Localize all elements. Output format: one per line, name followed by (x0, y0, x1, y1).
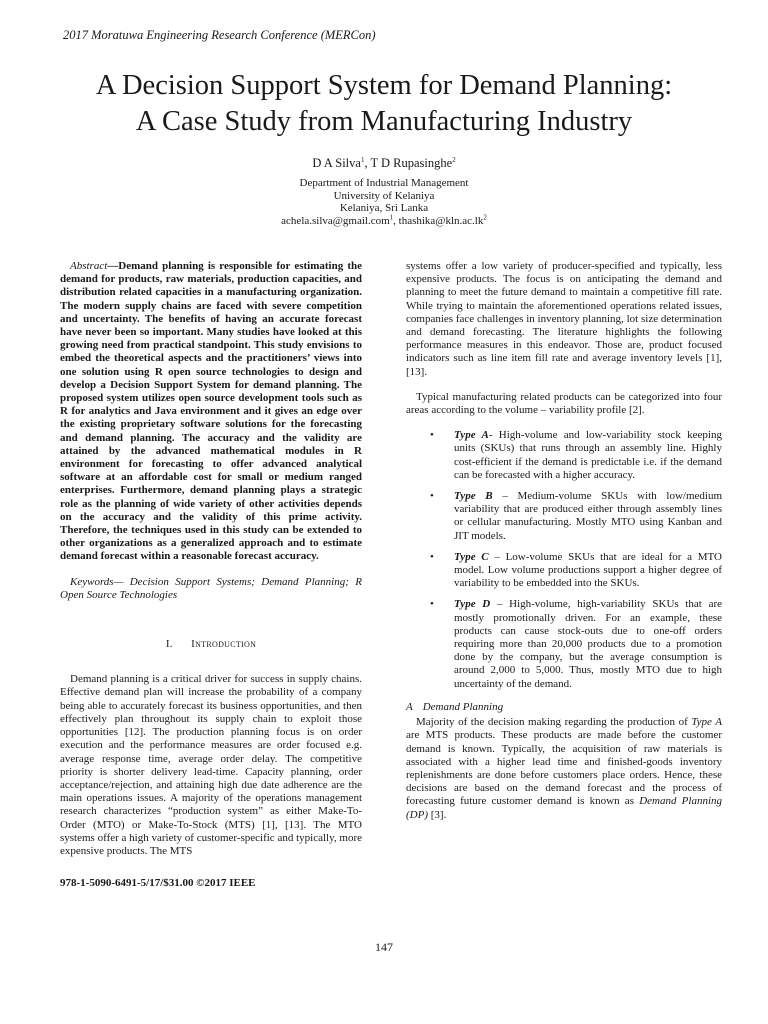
subsection-letter: A (406, 700, 413, 713)
type-text: – Medium-volume SKUs with low/medium variability that are produced either through assembly lines or cellular manufacturing. Mostly MTO using Kanban and JIT models. (454, 490, 722, 542)
author-1: D A Silva (312, 156, 361, 170)
bullet-icon: • (430, 429, 434, 442)
affiliation-dept: Department of Industrial Management (299, 177, 469, 189)
affiliation-city: Kelaniya, Sri Lanka (339, 202, 429, 214)
type-text: – Low-volume SKUs that are ideal for a MTO model. Low volume productions support a higher degree of variability to be embedded into the SKUs. (454, 550, 722, 590)
abstract-label: Abstract (70, 260, 108, 272)
p3-part-a: Majority of the decision making regarding the production of (416, 716, 692, 729)
keywords (60, 576, 362, 602)
list-item-type-d (406, 598, 722, 690)
p3-part-c: [3]. (428, 808, 447, 821)
right-paragraph-2: Typical manufacturing related products can be categorized into four areas according to the volume – variability profile [2]. (406, 390, 722, 417)
section-title: Introduction (191, 638, 257, 651)
conference-header: 2017 Moratuwa Engineering Research Conference (MERCon) (63, 28, 376, 42)
authors (0, 156, 768, 171)
keywords-text: Decision Support Systems; Demand Planning; R Open Source Technologies (60, 575, 362, 601)
right-paragraph-1: systems offer a low variety of producer-specified and typically, less expensive products. The focus is on anticipating the demand and planning to meet the future demand to maintain a competitive fill rate. While trying to maintain the aforementioned operations related issues, companies face challenges in inventory planning, lot size determination and demand forecasting. The literature highlights the following performance measures in this endeavor. Those are, product focused indicators such as line item fill rate and average inventory levels [1], [13]. (406, 260, 722, 378)
p3-type-a: Type A (691, 716, 723, 729)
paper-title (0, 68, 768, 140)
subsection-heading-demand-planning (406, 701, 722, 714)
section-heading-introduction (60, 638, 362, 651)
bullet-icon: • (430, 550, 434, 563)
product-type-list (406, 429, 722, 691)
intro-paragraph-1: Demand planning is a critical driver for success in supply chains. Effective demand plan will increase the probability of a company being able to accurately forecast its business opportunities, and then effectively plan throughout its supply chain to exploit those opportunities [12]. The production planning focus is on order execution and the performance measures are order focused e.g. average response time, average order delay. The competitive priority is shorter delivery lead-time. Capacity planning, order acceptance/rejection, and attaining high due date adherence are the main operations issues. A majority of the operations management research characterizes “production system” as either Make-To-Order (MTO) or Make-To-Stock (MTS) [1], [13]. The MTO systems offer a high variety of customer-specific and typically, more expensive products. The MTS (60, 673, 362, 857)
list-item-type-c (406, 551, 722, 591)
type-text: - High-volume and low-variability stock keeping units (SKUs) that runs through an assembly line. Highly cost-efficient if the demand is predictable i.e. if the demand can be forecasted with a higher accuracy. (454, 429, 722, 481)
right-paragraph-3 (406, 716, 722, 822)
keywords-label: Keywords— (70, 575, 124, 588)
type-label: Type B (454, 490, 493, 503)
type-label: Type C (454, 550, 489, 563)
affiliation (0, 177, 768, 227)
subsection-title: Demand Planning (422, 700, 504, 713)
section-number: I. (165, 638, 173, 651)
left-column (60, 260, 362, 870)
bullet-icon: • (430, 490, 434, 503)
abstract-dash: — (107, 260, 119, 272)
p3-part-b: are MTS products. These products are made before the customer demand is known. Typically, the acquisition of raw materials is associated with a higher lead time and finished-goods inventory replenishments are done before customers place orders. Hence, these decisions are based on the demand forecast and the process of forecasting future customer demand is known as (406, 729, 722, 808)
author-sep: , (364, 156, 371, 170)
list-item-type-b (406, 490, 722, 543)
bullet-icon: • (430, 598, 434, 611)
abstract (60, 260, 362, 564)
right-column (406, 260, 722, 834)
type-text: – High-volume, high-variability SKUs that are mostly promotionally driven. For an example, these products can cause stock-outs due to one-off orders requiring more than 20,000 products due to a promotion done by the company, but the average consumption is around 2,000 to 5,000. Thus, mostly MTO due to high uncertainty of the demand. (454, 598, 722, 690)
abstract-text: Demand planning is responsible for estimating the demand for products, raw materials, production capacities, and distribution related capacities in a manufacturing organization. The modern supply chains are faced with severe competition and uncertainty. The benefits of having an accurate forecast have never been so important. Many studies have looked at this growing need from practical standpoint. This study envisions to embed the theoretical aspects and the practitioners’ views into one solution using R open source technologies to design and develop a Decision Support System for demand planning. The proposed system utilizes open source development tools such as R for analytics and Java environment and it gives an edge over the existing proprietary software solutions for the forecasting and demand planning. The accuracy and the validity are attained by the advanced mathematical modules in R environment for forecasting to offer advanced analytical software at an affordable cost for small or medium ranged enterprises. Furthermore, demand planning plays a strategic role as the planning of wide variety of other activities depends on the accuracy and the validity of this prime activity. Therefore, the techniques used in this study can be extended to other organizations as a generalized approach and to estimate demand forecast within a reasonable forecast accuracy. (60, 260, 362, 563)
author-1-sup: 1 (360, 155, 365, 164)
title-line-2: A Case Study from Manufacturing Industry (135, 106, 633, 137)
author-2: T D Rupasinghe (370, 156, 453, 170)
type-label: Type A (454, 429, 489, 442)
affiliation-univ: University of Kelaniya (333, 189, 435, 202)
page-number: 147 (375, 940, 393, 954)
author-2-sup: 2 (452, 155, 456, 164)
email-2[interactable]: thashika@kln.ac.lk (398, 214, 484, 227)
email-1-sup: 1 (389, 212, 394, 221)
email-1[interactable]: achela.silva@gmail.com (281, 214, 390, 227)
p3-demand-planning: Demand Planning (DP) (406, 795, 722, 821)
isbn-footer: 978-1-5090-6491-5/17/$31.00 ©2017 IEEE (60, 877, 256, 889)
list-item-type-a (406, 429, 722, 482)
email-2-sup: 2 (483, 212, 487, 221)
title-line-1: A Decision Support System for Demand Planning: (95, 70, 673, 101)
email-sep: , (393, 214, 399, 227)
type-label: Type D (454, 598, 491, 611)
affiliation-emails (0, 212, 768, 228)
